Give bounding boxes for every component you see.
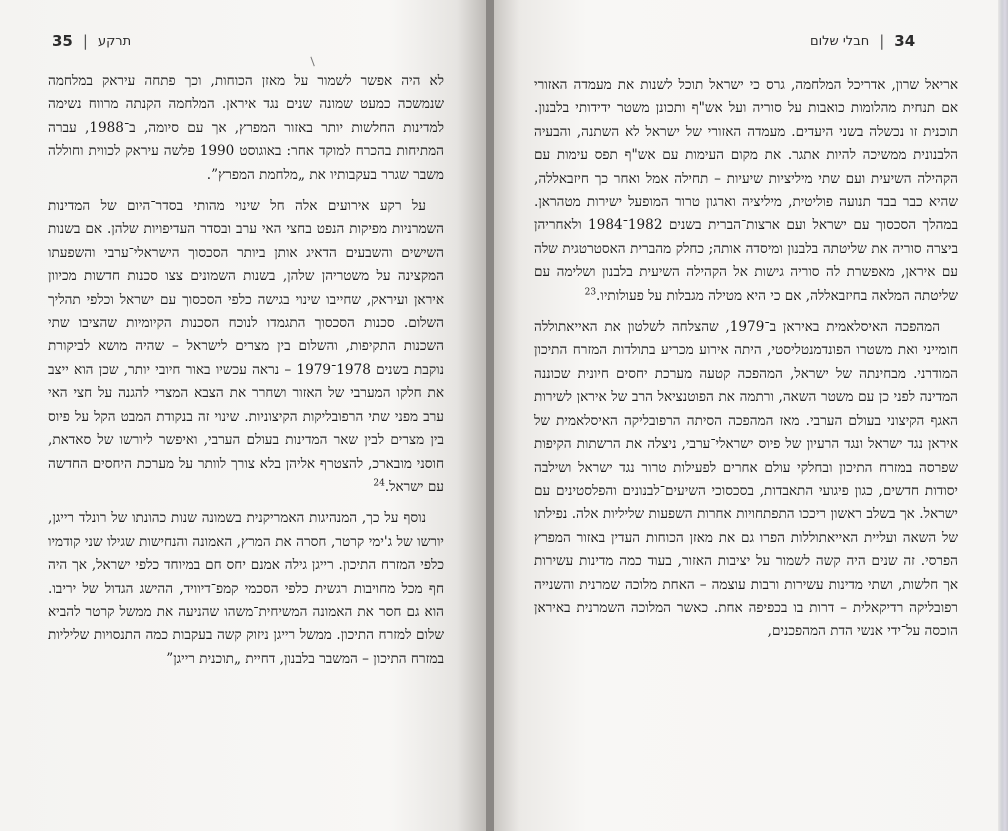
left-body-text [48, 70, 444, 671]
paragraph [48, 70, 444, 187]
paragraph [534, 74, 958, 308]
right-body-text [534, 74, 958, 644]
paragraph [48, 195, 444, 499]
left-page [0, 0, 486, 831]
page-edge [998, 0, 1008, 831]
right-page-number: 34 [894, 32, 916, 50]
paragraph-text: נוסף על כך, המנהיגות האמריקנית בשמונה שנות כהונתו של רונלד רייגן, יורשו של ג'ימי קרטר, חסרה את המרץ, האמונה והנחישות שגילו שני קודמיו כלפי המזרח התיכון. רייגן גילה אמנם יחס חם במיוחד כלפי ישראל, אך היה חף מכל מחויבות רגשית כלפי הסכמי קמפ־דיוויד, ההישג הגדול של יריבו. הוא גם חסר את האמונה המשיחית־משהו שהניעה את ממשל קרטר להביא שלום למזרח התיכון. ממשל רייגן ניזוק קשה בעקבות כמה התנסויות שליליות במזרח התיכון – המשבר בלבנון, דחיית „תוכנית רייגן” [48, 510, 444, 667]
header-separator: | [82, 32, 88, 50]
paragraph [48, 507, 444, 671]
right-page-header [810, 30, 915, 52]
footnote-marker: 24 [373, 478, 385, 489]
footnote-marker: 23 [584, 287, 597, 298]
left-running-title: תרקע [97, 33, 132, 49]
right-running-title: חבלי שלום [810, 33, 870, 49]
left-page-header [52, 30, 131, 52]
paragraph-text: המהפכה האיסלאמית באיראן ב־1979, שהצלחה לשלטון את האייאתוללה חומייני ואת משטרו הפונדמנטליסטי, היתה אירוע מכריע בתולדות המזרח התיכון המודרני. מבחינתה של ישראל, המהפכה קטעה מערכת יחסים חיונית שכוננה המדינה לפני כן עם משטר השאה, ורתמה את הפוטנציאל הרב של איראן לשירות האגף הקיצוני בעולם הערבי. מאז המהפכה הסיתה הרפובליקה האיסלאמית של איראן נגד ישראל ונגד הרעיון של פיוס ישראלי־ערבי, ניצלה את הרשתות הקיפות שפרסה במזרח התיכון ובחלקי עולם אחרים לפעילות טרור נגד ישראל ושילבה יסודות חדשים, כגון פיגועי התאבדות, בסכסוכי השיעים־לבנונים והפלסטינים עם ישראל. אך בשלב ראשון ריככו התפתחויות אחרות השפעות שליליות אלה. נפילתו של השאה ועליית האייאתוללות הפרו גם את מאזן הכוחות העדין באזור המפרץ הפרסי. זה שנים היה קשה לשמור על יציבות האזור, בעוד כמה מדינות עשירות אך חלשות, ושתי מדינות עשירות ורבות עוצמה – האחת מלוכה שמרנית והשנייה רפובליקה רדיקאלית – דרות בו בכפיפה אחת. כאשר המלוכה השמרנית באיראן הוכסה על־ידי אנשי הדת המהפכנים, [534, 319, 958, 640]
pen-mark [310, 56, 317, 67]
paragraph [534, 316, 958, 644]
paragraph-text: על רקע אירועים אלה חל שינוי מהותי בסדר־היום של המדינות השמרניות מפיקות הנפט בחצי האי ערב ובסדר העדיפויות שלהן. אם בשנות השישים והשבעים הדאיג אותן ביותר הסכסוך הישראלי־ערבי והשפעתו המקצינה על משטריהן שלהן, בשנות השמונים צצו סכנות חדשות מכיוון איראן ועיראק, שחייבו שינוי בגישה כלפי הסכסוך עם ישראל וכלפי תהליך השלום. סכנות הסכסוך התגמדו לנוכח הסכנות הקיומיות שהציבו שתי השכנות התקיפות, והשלום בין מצרים לישראל – שהיה מושא לביקורת נוקבת בשנים 1978־1979 – נראה עכשיו באור חיובי יותר, שכן הוא ייצב את חלקו המערבי של האזור ושחרר את הצבא המצרי להגנה על חצי האי ערב מפני שתי הרפובליקות הקיצוניות. שינוי זה בנקודת המבט הקל על פיוס בין מצרים לבין שאר המדינות בעולם הערבי, ואיפשר ליורשו של סאדאת, חוסני מובארכ, להצטרף אליהן בלא צורך לוותר על מערכת היחסים החדשה עם ישראל. [48, 198, 444, 495]
book-gutter [486, 0, 494, 831]
paragraph-text: אריאל שרון, אדריכל המלחמה, גרס כי ישראל תוכל לשנות את מעמדה האזורי אם תנחית מהלומות כואבות על סוריה ועל אש"ף ותכונן משטר ידידותי בלבנון. תוכנית זו נכשלה בשני היעדים. מעמדה האזורי של ישראל לא השתנה, והבעיה הלבנונית ממשיכה להיות אתגר. את מקום העימות עם אש"ף תפס עימות עם הקהילה השיעית ועם שתי מיליציות שיעיות – תחילה אמל ואחר כך חיזבאללה, שהיא כבר בבד תנועה פוליטית, מיליציה וארגון טרור המופעל ישירות מטהראן. במהלך הסכסוך עם ישראל ועם ארצות־הברית בשנים 1982־1984 ולאחריהן ביצרה סוריה את שליטתה בלבנון ומיסדה אותה; כחלק מהברית האסטרטגית שלה עם איראן, מאפשרת לה סוריה גישות אל הקהילה השיעית בלבנון ושלימה עם שליטתה המלאה בחיזבאללה, אם כי היא מטילה מגבלות על פעולותיו. [534, 77, 959, 304]
right-page [494, 0, 1008, 831]
header-separator: | [879, 32, 885, 50]
left-page-number: 35 [52, 32, 73, 50]
paragraph-text: לא היה אפשר לשמור על מאזן הכוחות, וכך פתחה עיראק במלחמה שנמשכה כמעט שמונה שנים נגד איראן. המלחמה הקנתה מרווח נשימה למדינות החלשות יותר באזור המפרץ, אך עם סיומה, ב־1988, עברה המתיחות בהכרח למוקד אחר: באוגוסט 1990 פלשה עיראק לכווית וחוללה משבר שגרר בעקבותיו את „מלחמת המפרץ”. [48, 73, 444, 183]
